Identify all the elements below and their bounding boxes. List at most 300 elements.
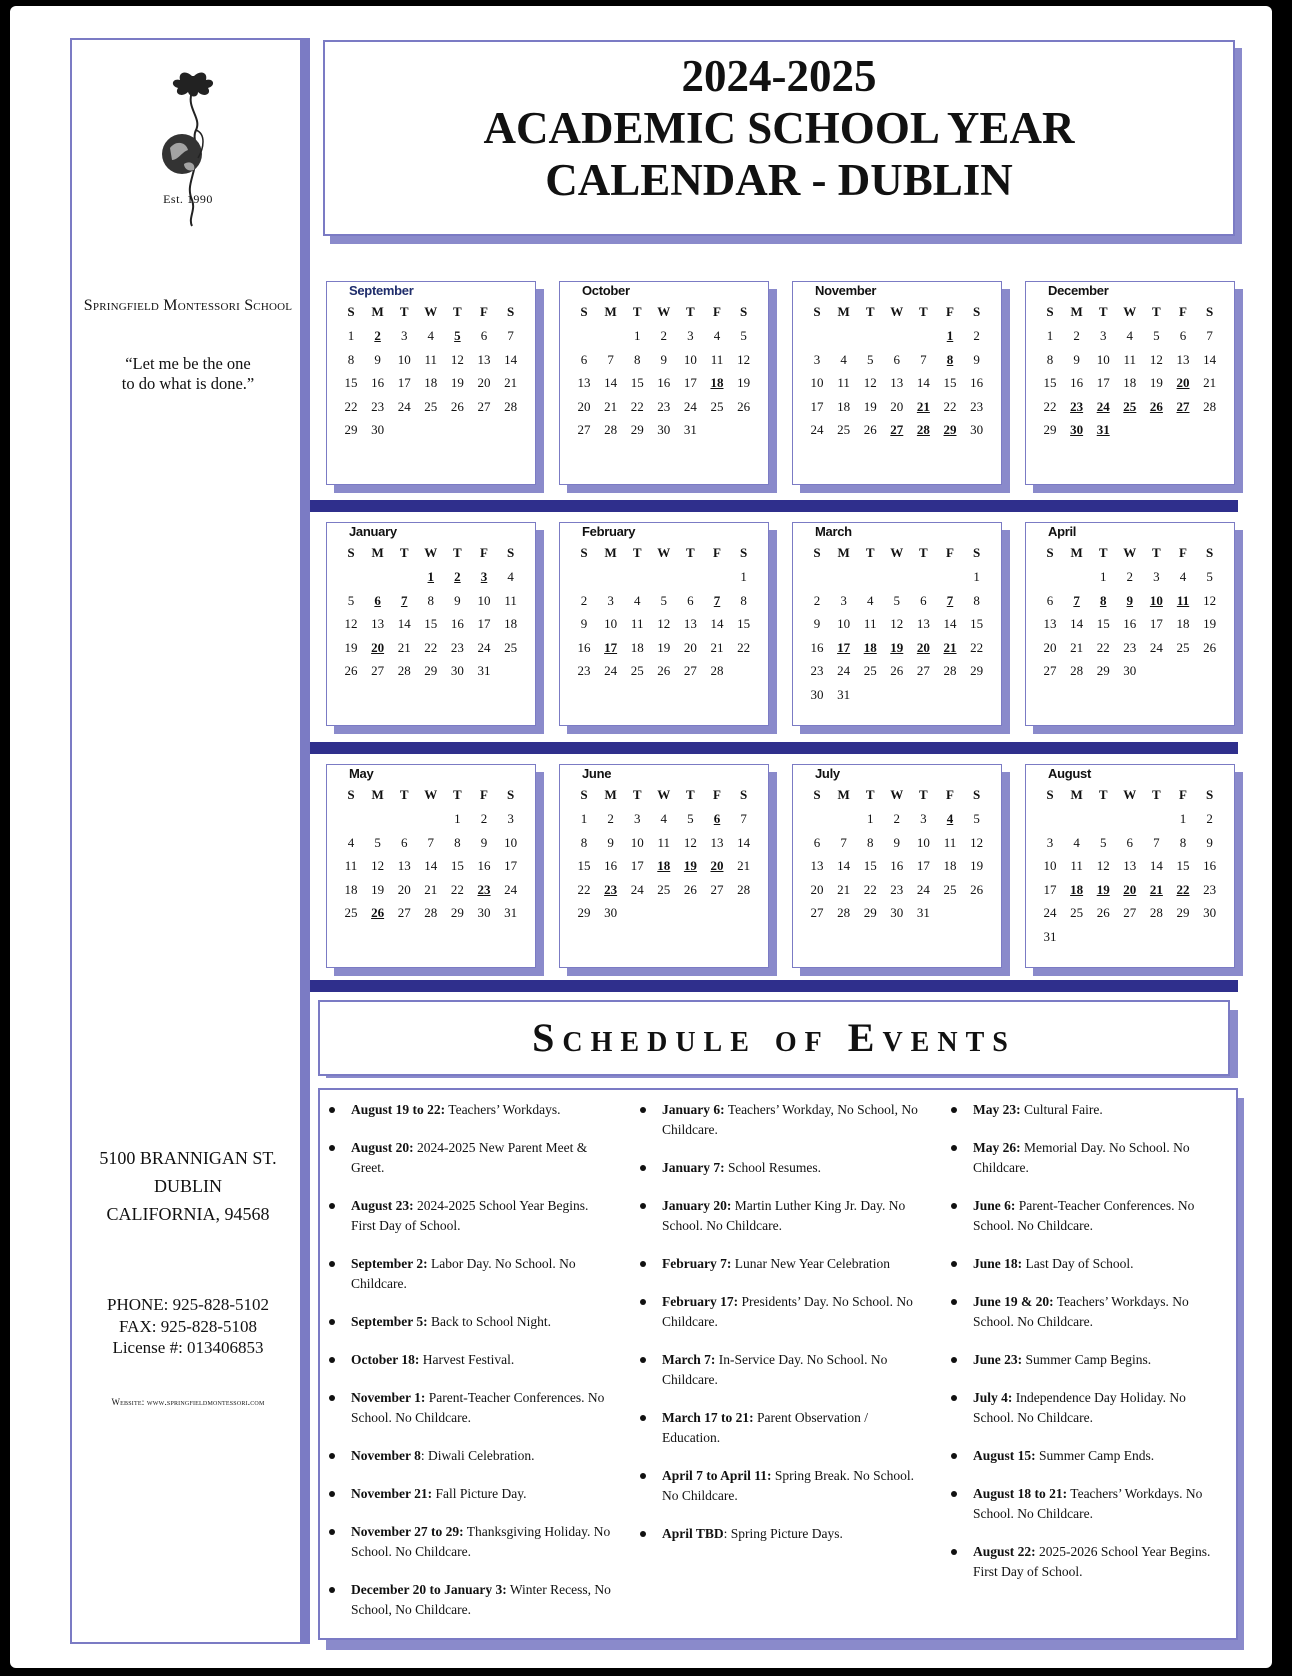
calendar-day-event: 20 bbox=[1123, 881, 1137, 897]
calendar-day-event: 4 bbox=[946, 811, 954, 826]
event-item bbox=[973, 1446, 1223, 1466]
event-item bbox=[973, 1388, 1223, 1428]
weekday-header: T bbox=[1152, 304, 1161, 319]
event-date: November 1: bbox=[351, 1390, 426, 1405]
calendar-day: 13 bbox=[890, 375, 904, 390]
calendar-day-event: 2 bbox=[374, 328, 381, 343]
calendar-day: 19 bbox=[371, 881, 385, 897]
calendar-day: 22 bbox=[450, 881, 464, 897]
calendar-day: 29 bbox=[344, 422, 358, 437]
calendar-day: 14 bbox=[504, 351, 518, 367]
calendar-day: 10 bbox=[810, 375, 824, 390]
calendar-day: 23 bbox=[1203, 881, 1217, 897]
calendar-day: 16 bbox=[890, 858, 904, 873]
event-item bbox=[662, 1350, 924, 1390]
month-name: December bbox=[1048, 283, 1109, 298]
calendar-day: 12 bbox=[970, 834, 984, 850]
weekday-header: W bbox=[890, 304, 904, 319]
calendar-day: 2 bbox=[480, 811, 488, 826]
event-description: School Resumes. bbox=[724, 1160, 822, 1175]
calendar-day: 15 bbox=[1176, 858, 1190, 873]
calendar-day: 30 bbox=[477, 905, 491, 920]
event-date: June 19 & 20: bbox=[973, 1294, 1054, 1309]
calendar-day: 25 bbox=[837, 422, 851, 437]
weekday-header: T bbox=[865, 787, 875, 802]
weekday-header: T bbox=[686, 304, 695, 319]
calendar-day-event: 17 bbox=[837, 639, 851, 655]
calendar-day: 20 bbox=[577, 398, 591, 414]
sidebar bbox=[70, 38, 302, 1644]
calendar-day: 16 bbox=[970, 375, 984, 390]
calendar-day: 15 bbox=[344, 375, 358, 390]
calendar-day: 3 bbox=[400, 328, 408, 343]
weekday-header: W bbox=[657, 545, 671, 560]
event-description: 2025-2026 School Year Begins. First Day of School. bbox=[973, 1544, 1211, 1579]
calendar-day-event: 27 bbox=[890, 422, 904, 437]
month-may bbox=[326, 764, 536, 968]
weekday-header: T bbox=[686, 545, 695, 560]
weekday-header: T bbox=[399, 545, 409, 560]
calendar-day: 22 bbox=[1096, 639, 1110, 655]
calendar-day: 17 bbox=[683, 375, 697, 390]
calendar-day: 13 bbox=[1176, 351, 1190, 367]
calendar-day: 25 bbox=[1176, 639, 1190, 655]
calendar-day: 8 bbox=[427, 592, 435, 608]
calendar-day: 3 bbox=[633, 811, 641, 826]
weekday-header: T bbox=[453, 304, 462, 319]
calendar-day-event: 21 bbox=[943, 639, 957, 655]
calendar-day: 20 bbox=[810, 881, 824, 897]
calendar-day: 24 bbox=[916, 881, 930, 897]
calendar-day: 13 bbox=[916, 616, 930, 631]
weekday-header: W bbox=[424, 545, 438, 560]
weekday-header: S bbox=[813, 304, 821, 319]
event-date: September 5: bbox=[351, 1314, 428, 1329]
calendar-day: 23 bbox=[890, 881, 904, 897]
calendar-day: 23 bbox=[810, 663, 824, 678]
divider-bar bbox=[310, 500, 1238, 512]
calendar-day: 14 bbox=[604, 375, 618, 390]
calendar-day: 28 bbox=[1070, 663, 1084, 678]
calendar-day: 11 bbox=[1123, 351, 1137, 367]
weekday-header: S bbox=[1205, 304, 1214, 319]
weekday-header: M bbox=[837, 304, 850, 319]
calendar-day: 24 bbox=[683, 398, 697, 414]
calendar-day: 1 bbox=[347, 328, 355, 343]
event-item bbox=[973, 1484, 1223, 1524]
calendar-day: 29 bbox=[424, 663, 438, 678]
calendar-day: 11 bbox=[630, 616, 644, 631]
calendar-day: 9 bbox=[973, 351, 980, 367]
calendar-day: 24 bbox=[397, 398, 411, 414]
event-description: Labor Day. No School. No Childcare. bbox=[351, 1256, 576, 1291]
weekday-header: T bbox=[453, 545, 462, 560]
calendar-day: 4 bbox=[713, 328, 721, 343]
event-date: October 18: bbox=[351, 1352, 420, 1367]
calendar-day: 25 bbox=[943, 881, 957, 897]
event-date: August 23: bbox=[351, 1198, 414, 1213]
month-december bbox=[1025, 281, 1235, 485]
events-column bbox=[662, 1100, 924, 1562]
event-description: Teachers’ Workday, No School, No Childcare. bbox=[662, 1102, 918, 1137]
weekday-header: F bbox=[713, 545, 721, 560]
calendar-day: 30 bbox=[1123, 663, 1137, 678]
calendar-day: 12 bbox=[863, 375, 877, 390]
calendar-day: 31 bbox=[504, 905, 518, 920]
calendar-day: 3 bbox=[507, 811, 514, 826]
event-item bbox=[351, 1388, 611, 1428]
event-description: : Diwali Celebration. bbox=[420, 1448, 535, 1463]
calendar-day: 15 bbox=[970, 616, 984, 631]
calendar-day: 17 bbox=[810, 398, 824, 414]
calendar-day: 10 bbox=[504, 834, 518, 850]
calendar-day: 26 bbox=[1096, 905, 1110, 920]
event-description: 2024-2025 New Parent Meet & Greet. bbox=[351, 1140, 588, 1175]
weekday-header: S bbox=[506, 787, 515, 802]
calendar-day: 30 bbox=[657, 422, 671, 437]
calendar-day-event: 23 bbox=[604, 881, 618, 897]
calendar-day: 12 bbox=[1096, 858, 1110, 873]
calendar-day: 26 bbox=[1203, 639, 1217, 655]
calendar-day: 20 bbox=[477, 375, 491, 390]
event-date: August 20: bbox=[351, 1140, 414, 1155]
event-item bbox=[662, 1408, 924, 1448]
calendar-day-event: 26 bbox=[371, 905, 385, 920]
calendar-day: 11 bbox=[943, 834, 957, 850]
calendar-day-event: 5 bbox=[454, 328, 461, 343]
calendar-day: 21 bbox=[1070, 639, 1084, 655]
calendar-day: 8 bbox=[1046, 351, 1054, 367]
weekday-header: S bbox=[972, 545, 981, 560]
weekday-header: T bbox=[632, 304, 642, 319]
event-date: June 23: bbox=[973, 1352, 1023, 1367]
calendar-day: 28 bbox=[504, 398, 518, 414]
address-state-zip: CALIFORNIA, 94568 bbox=[106, 1204, 270, 1224]
weekday-header: S bbox=[972, 787, 981, 802]
calendar-day: 7 bbox=[1153, 834, 1160, 850]
calendar-day-event: 23 bbox=[477, 881, 491, 897]
website-link[interactable]: Website: www.springfieldmontessori.com bbox=[111, 1397, 265, 1407]
weekday-header: F bbox=[1179, 787, 1187, 802]
weekday-header: W bbox=[657, 304, 671, 319]
weekday-header: T bbox=[919, 304, 928, 319]
calendar-day: 18 bbox=[837, 398, 851, 414]
school-name: Springfield Montessori School bbox=[83, 297, 293, 314]
calendar-day: 10 bbox=[477, 592, 491, 608]
calendar-day: 16 bbox=[810, 639, 824, 655]
event-item bbox=[973, 1100, 1223, 1120]
event-item bbox=[351, 1580, 611, 1620]
calendar-day: 1 bbox=[454, 811, 461, 826]
weekday-header: S bbox=[813, 787, 821, 802]
calendar-day: 5 bbox=[347, 592, 355, 608]
weekday-header: M bbox=[604, 545, 617, 560]
calendar-day: 6 bbox=[480, 328, 488, 343]
event-date: August 15: bbox=[973, 1448, 1036, 1463]
calendar-day: 7 bbox=[840, 834, 847, 850]
calendar-day: 19 bbox=[450, 375, 464, 390]
contact-info bbox=[72, 1294, 304, 1359]
calendar-day: 3 bbox=[607, 592, 614, 608]
event-item bbox=[662, 1196, 924, 1236]
calendar-day: 1 bbox=[973, 569, 980, 584]
phone-number: PHONE: 925-828-5102 bbox=[107, 1295, 269, 1314]
calendar-day: 19 bbox=[1203, 616, 1217, 631]
event-description: Thanksgiving Holiday. No School. No Childcare. bbox=[351, 1524, 611, 1559]
month-name: August bbox=[1048, 766, 1091, 781]
month-july bbox=[792, 764, 1002, 968]
calendar-day: 14 bbox=[1149, 858, 1163, 873]
event-description: Summer Camp Begins. bbox=[1022, 1352, 1152, 1367]
calendar-day: 12 bbox=[657, 616, 671, 631]
calendar-day: 19 bbox=[344, 639, 358, 655]
calendar-day: 23 bbox=[657, 398, 671, 414]
weekday-header: S bbox=[1205, 545, 1214, 560]
weekday-header: S bbox=[506, 545, 515, 560]
events-column bbox=[351, 1100, 611, 1638]
month-march bbox=[792, 522, 1002, 726]
month-november bbox=[792, 281, 1002, 485]
event-description: Fall Picture Day. bbox=[432, 1486, 527, 1501]
calendar-day: 5 bbox=[687, 811, 694, 826]
event-description: Parent-Teacher Conferences. No School. No Childcare. bbox=[973, 1198, 1195, 1233]
divider-bar bbox=[310, 742, 1238, 754]
calendar-day: 17 bbox=[916, 858, 930, 873]
event-date: May 26: bbox=[973, 1140, 1021, 1155]
calendar-day: 16 bbox=[1123, 616, 1137, 631]
weekday-header: S bbox=[580, 787, 588, 802]
calendar-day: 12 bbox=[683, 834, 697, 850]
calendar-day: 21 bbox=[604, 398, 618, 414]
calendar-day: 9 bbox=[660, 351, 668, 367]
event-item bbox=[351, 1138, 611, 1178]
calendar-day: 22 bbox=[344, 398, 358, 414]
calendar-day: 8 bbox=[454, 834, 461, 850]
month-january bbox=[326, 522, 536, 726]
weekday-header: W bbox=[890, 787, 904, 802]
weekday-header: T bbox=[1098, 304, 1108, 319]
divider-bar bbox=[310, 980, 1238, 992]
event-date: November 27 to 29: bbox=[351, 1524, 464, 1539]
calendar-day: 9 bbox=[813, 616, 821, 631]
calendar-day: 30 bbox=[450, 663, 464, 678]
calendar-day: 10 bbox=[630, 834, 644, 850]
calendar-day-event: 19 bbox=[890, 639, 904, 655]
calendar-day: 11 bbox=[344, 858, 358, 873]
calendar-day: 22 bbox=[630, 398, 644, 414]
month-september bbox=[326, 281, 536, 485]
weekday-header: S bbox=[1046, 787, 1054, 802]
calendar-day: 16 bbox=[577, 639, 591, 655]
calendar-day: 23 bbox=[371, 398, 385, 414]
calendar-day-event: 6 bbox=[713, 811, 721, 826]
weekday-header: T bbox=[632, 545, 642, 560]
calendar-day: 2 bbox=[893, 811, 901, 826]
calendar-day: 13 bbox=[1123, 858, 1137, 873]
calendar-day: 12 bbox=[371, 858, 385, 873]
calendar-day: 13 bbox=[683, 616, 697, 631]
calendar-day: 24 bbox=[1149, 639, 1163, 655]
calendar-day: 22 bbox=[424, 639, 438, 655]
event-date: July 4: bbox=[973, 1390, 1013, 1405]
calendar-day: 26 bbox=[657, 663, 671, 678]
calendar-day-event: 9 bbox=[1126, 592, 1134, 608]
calendar-day: 2 bbox=[813, 592, 821, 608]
weekday-header: F bbox=[480, 545, 488, 560]
event-description: Spring Break. No School. No Childcare. bbox=[662, 1468, 915, 1503]
calendar-day: 26 bbox=[970, 881, 984, 897]
calendar-day: 7 bbox=[740, 811, 747, 826]
calendar-day: 6 bbox=[893, 351, 901, 367]
calendar-day: 8 bbox=[740, 592, 747, 608]
calendar-day: 5 bbox=[1099, 834, 1107, 850]
calendar-day: 24 bbox=[630, 881, 644, 897]
calendar-day: 27 bbox=[1043, 663, 1057, 678]
calendar-day: 26 bbox=[863, 422, 877, 437]
calendar-day: 10 bbox=[916, 834, 930, 850]
calendar-day: 2 bbox=[1073, 328, 1080, 343]
weekday-header: T bbox=[632, 787, 642, 802]
calendar-day: 14 bbox=[837, 858, 851, 873]
event-item bbox=[351, 1100, 611, 1120]
month-name: November bbox=[815, 283, 877, 298]
weekday-header: S bbox=[347, 787, 355, 802]
calendar-day: 18 bbox=[1123, 375, 1137, 390]
school-address bbox=[72, 1144, 304, 1228]
calendar-day-event: 20 bbox=[710, 858, 724, 873]
event-description: Last Day of School. bbox=[1022, 1256, 1134, 1271]
calendar-day: 16 bbox=[604, 858, 618, 873]
event-date: March 17 to 21: bbox=[662, 1410, 754, 1425]
calendar-day-event: 8 bbox=[946, 351, 954, 367]
calendar-day: 5 bbox=[1206, 569, 1213, 584]
calendar-day: 17 bbox=[1149, 616, 1163, 631]
weekday-header: S bbox=[347, 545, 355, 560]
weekday-header: T bbox=[686, 787, 695, 802]
calendar-day: 11 bbox=[424, 351, 438, 367]
license-number: License #: 013406853 bbox=[112, 1338, 264, 1357]
address-street: 5100 BRANNIGAN ST. bbox=[99, 1148, 277, 1168]
calendar-day-event: 20 bbox=[916, 639, 930, 655]
weekday-header: M bbox=[371, 304, 384, 319]
event-item bbox=[973, 1254, 1223, 1274]
address-city: DUBLIN bbox=[154, 1176, 222, 1196]
calendar-day: 30 bbox=[890, 905, 904, 920]
calendar-day: 17 bbox=[1043, 881, 1057, 897]
calendar-day: 24 bbox=[1043, 905, 1057, 920]
calendar-day: 28 bbox=[837, 905, 851, 920]
page-title bbox=[323, 40, 1235, 236]
event-item bbox=[662, 1292, 924, 1332]
calendar-day-event: 18 bbox=[863, 639, 877, 655]
calendar-day: 8 bbox=[1179, 834, 1187, 850]
calendar-day-event: 18 bbox=[657, 858, 671, 873]
calendar-day: 28 bbox=[943, 663, 957, 678]
calendar-day-event: 10 bbox=[1149, 592, 1163, 608]
weekday-header: F bbox=[713, 304, 721, 319]
calendar-day: 16 bbox=[477, 858, 491, 873]
calendar-day: 19 bbox=[1149, 375, 1163, 390]
event-item bbox=[662, 1254, 924, 1274]
calendar-day: 10 bbox=[1043, 858, 1057, 873]
event-item bbox=[973, 1542, 1223, 1582]
weekday-header: F bbox=[480, 787, 488, 802]
calendar-day-event: 3 bbox=[480, 569, 488, 584]
calendar-day: 14 bbox=[943, 616, 957, 631]
weekday-header: T bbox=[1152, 545, 1161, 560]
event-description: Presidents’ Day. No School. No Childcare. bbox=[662, 1294, 913, 1329]
calendar-day: 26 bbox=[890, 663, 904, 678]
weekday-header: M bbox=[371, 545, 384, 560]
calendar-day: 31 bbox=[683, 422, 697, 437]
calendar-day: 4 bbox=[427, 328, 435, 343]
calendar-day: 3 bbox=[920, 811, 927, 826]
event-date: May 23: bbox=[973, 1102, 1021, 1117]
weekday-header: S bbox=[813, 545, 821, 560]
event-item bbox=[662, 1158, 924, 1178]
calendar-day: 30 bbox=[604, 905, 618, 920]
calendar-day-event: 21 bbox=[916, 398, 930, 414]
event-date: June 6: bbox=[973, 1198, 1016, 1213]
calendar-day-event: 27 bbox=[1176, 398, 1190, 414]
weekday-header: T bbox=[919, 787, 928, 802]
event-description: Parent Observation / Education. bbox=[662, 1410, 868, 1445]
weekday-header: T bbox=[1098, 545, 1108, 560]
calendar-day: 18 bbox=[424, 375, 438, 390]
weekday-header: W bbox=[657, 787, 671, 802]
calendar-day: 11 bbox=[863, 616, 877, 631]
calendar-day: 8 bbox=[580, 834, 588, 850]
calendar-day: 22 bbox=[577, 881, 591, 897]
event-description: Winter Recess, No School, No Childcare. bbox=[351, 1582, 611, 1617]
calendar-day: 21 bbox=[710, 639, 724, 655]
calendar-day: 14 bbox=[737, 834, 751, 850]
calendar-day: 26 bbox=[683, 881, 697, 897]
calendar-day: 4 bbox=[1126, 328, 1134, 343]
month-august bbox=[1025, 764, 1235, 968]
calendar-day: 31 bbox=[477, 663, 491, 678]
calendar-day: 13 bbox=[710, 834, 724, 850]
calendar-day: 26 bbox=[450, 398, 464, 414]
weekday-header: W bbox=[1123, 304, 1137, 319]
calendar-day: 23 bbox=[577, 663, 591, 678]
calendar-day-event: 20 bbox=[371, 639, 385, 655]
calendar-day: 6 bbox=[920, 592, 927, 608]
calendar-day: 4 bbox=[1073, 834, 1080, 850]
calendar-day: 19 bbox=[657, 639, 671, 655]
event-description: Parent-Teacher Conferences. No School. No Childcare. bbox=[351, 1390, 605, 1425]
weekday-header: W bbox=[424, 304, 438, 319]
weekday-header: F bbox=[946, 787, 954, 802]
motto-line: “Let me be the one bbox=[125, 354, 251, 373]
calendar-day: 15 bbox=[450, 858, 464, 873]
calendar-day: 16 bbox=[657, 375, 671, 390]
calendar-day: 3 bbox=[840, 592, 847, 608]
calendar-day: 12 bbox=[1203, 592, 1217, 608]
calendar-day: 28 bbox=[604, 422, 618, 437]
month-name: April bbox=[1048, 524, 1077, 539]
calendar-day: 19 bbox=[863, 398, 877, 414]
event-description: Cultural Faire. bbox=[1020, 1102, 1103, 1117]
calendar-day: 5 bbox=[660, 592, 668, 608]
calendar-day: 28 bbox=[710, 663, 724, 678]
weekday-header: T bbox=[919, 545, 928, 560]
accent-bar bbox=[302, 38, 310, 1644]
calendar-day: 15 bbox=[630, 375, 644, 390]
calendar-day: 26 bbox=[737, 398, 751, 414]
calendar-day: 17 bbox=[630, 858, 644, 873]
calendar-day: 6 bbox=[1179, 328, 1187, 343]
